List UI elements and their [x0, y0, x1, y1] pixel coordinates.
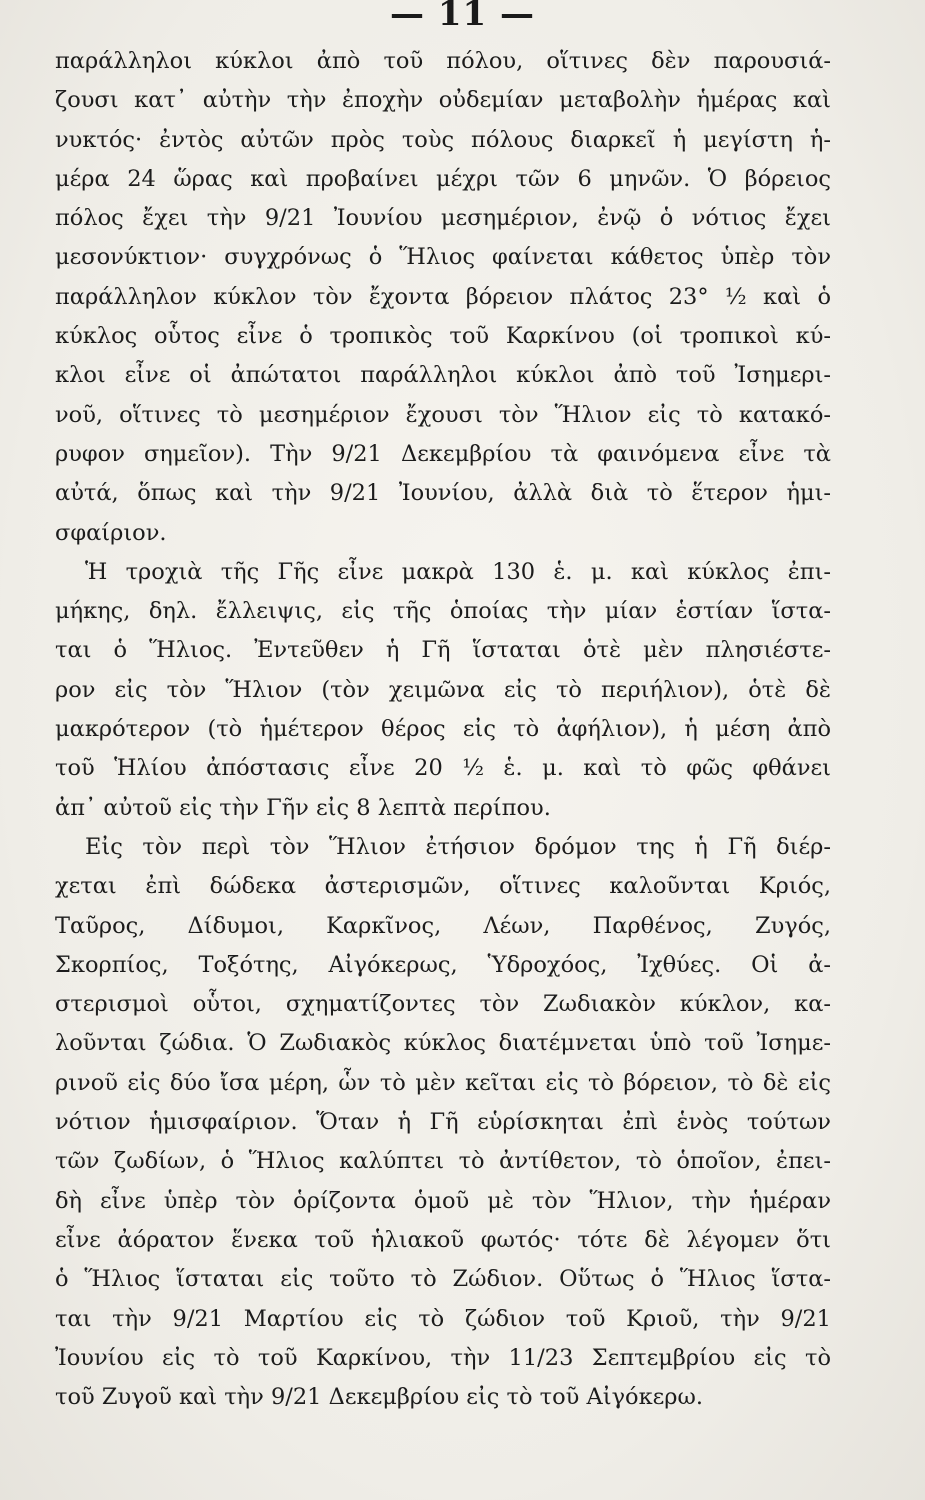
text-line: τοῦ Ζυγοῦ καὶ τὴν 9/21 Δεκεμβρίου εἰς τὸ τοῦ Αἰγόκερω.	[55, 1384, 704, 1411]
text-line: στερισμοὶ οὗτοι, σχηματίζοντες τὸν Ζωδιακὸν κύκλον, κα-	[55, 991, 831, 1018]
text-line: μακρότερον (τὸ ἡμέτερον θέρος εἰς τὸ ἀφήλιον), ἡ μέση ἀπὸ	[55, 716, 831, 743]
text-line: ται τὴν 9/21 Μαρτίου εἰς τὸ ζώδιον τοῦ Κριοῦ, τὴν 9/21	[55, 1305, 831, 1332]
text-line: ὁ Ἥλιος ἵσταται εἰς τοῦτο τὸ Ζώδιον. Οὕτως ὁ Ἥλιος ἵστα-	[55, 1266, 831, 1293]
text-line: παράλληλον κύκλον τὸν ἔχοντα βόρειον πλάτος 23° ½ καὶ ὁ	[55, 283, 831, 310]
text-line: πόλος ἔχει τὴν 9/21 Ἰουνίου μεσημέριον, ἐνῷ ὁ νότιος ἔχει	[55, 205, 831, 232]
text-line: ἀπ᾽ αὐτοῦ εἰς τὴν Γῆν εἰς 8 λεπτὰ περίπου.	[55, 794, 551, 821]
text-line: κλοι εἶνε οἱ ἀπώτατοι παράλληλοι κύκλοι ἀπὸ τοῦ Ἰσημερι-	[55, 362, 831, 389]
text-line: αὐτά, ὅπως καὶ τὴν 9/21 Ἰουνίου, ἀλλὰ διὰ τὸ ἕτερον ἡμι-	[55, 480, 831, 507]
text-line: Ἰουνίου εἰς τὸ τοῦ Καρκίνου, τὴν 11/23 Σεπτεμβρίου εἰς τὸ	[55, 1344, 831, 1371]
text-line: Σκορπίος, Τοξότης, Αἰγόκερως, Ὑδροχόος, Ἰχθύες. Οἱ ἀ-	[55, 951, 831, 978]
text-line: μήκης, δηλ. ἔλλειψις, εἰς τῆς ὁποίας τὴν μίαν ἑστίαν ἵστα-	[55, 598, 831, 625]
text-line: εἶνε ἀόρατον ἕνεκα τοῦ ἡλιακοῦ φωτός· τότε δὲ λέγομεν ὅτι	[55, 1226, 831, 1253]
text-line: δὴ εἶνε ὑπὲρ τὸν ὁρίζοντα ὁμοῦ μὲ τὸν Ἥλιον, τὴν ἡμέραν	[55, 1187, 831, 1214]
page-number: — 11 —	[390, 0, 535, 34]
paragraph-start-line: Ἡ τροχιὰ τῆς Γῆς εἶνε μακρὰ 130 ἑ. μ. καὶ κύκλος ἐπι-	[85, 558, 831, 585]
text-line: χεται ἐπὶ δώδεκα ἀστερισμῶν, οἵτινες καλοῦνται Κριός,	[55, 873, 831, 900]
text-line: νοῦ, οἵτινες τὸ μεσημέριον ἔχουσι τὸν Ἥλιον εἰς τὸ κατακό-	[55, 401, 831, 428]
text-line: νότιον ἡμισφαίριον. Ὅταν ἡ Γῆ εὑρίσκηται ἐπὶ ἑνὸς τούτων	[55, 1109, 831, 1136]
text-line: λοῦνται ζώδια. Ὁ Ζωδιακὸς κύκλος διατέμνεται ὑπὸ τοῦ Ἰσημε-	[55, 1030, 831, 1057]
text-line: τῶν ζωδίων, ὁ Ἥλιος καλύπτει τὸ ἀντίθετον, τὸ ὁποῖον, ἐπει-	[55, 1148, 831, 1175]
text-line: κύκλος οὗτος εἶνε ὁ τροπικὸς τοῦ Καρκίνου (οἱ τροπικοὶ κύ-	[55, 323, 831, 350]
text-line: ρινοῦ εἰς δύο ἴσα μέρη, ὧν τὸ μὲν κεῖται εἰς τὸ βόρειον, τὸ δὲ εἰς	[55, 1069, 831, 1096]
text-line: ται ὁ Ἥλιος. Ἐντεῦθεν ἡ Γῆ ἵσταται ὁτὲ μὲν πλησιέστε-	[55, 637, 831, 664]
page-text-body	[55, 42, 831, 1417]
text-line: ρον εἰς τὸν Ἥλιον (τὸν χειμῶνα εἰς τὸ περιήλιον), ὁτὲ δὲ	[55, 676, 831, 703]
text-line: μέρα 24 ὥρας καὶ προβαίνει μέχρι τῶν 6 μηνῶν. Ὁ βόρειος	[55, 165, 831, 192]
text-line: ζουσι κατ᾽ αὐτὴν τὴν ἐποχὴν οὐδεμίαν μεταβολὴν ἡμέρας καὶ	[55, 87, 831, 114]
paragraph-start-line: Εἰς τὸν περὶ τὸν Ἥλιον ἐτήσιον δρόμον της ἡ Γῆ διέρ-	[85, 833, 831, 860]
text-line: ρυφον σημεῖον). Τὴν 9/21 Δεκεμβρίου τὰ φαινόμενα εἶνε τὰ	[55, 440, 831, 467]
text-line: σφαίριον.	[55, 519, 167, 546]
text-line: τοῦ Ἡλίου ἀπόστασις εἶνε 20 ½ ἑ. μ. καὶ τὸ φῶς φθάνει	[55, 755, 831, 782]
text-line: μεσονύκτιον· συγχρόνως ὁ Ἥλιος φαίνεται κάθετος ὑπὲρ τὸν	[55, 244, 831, 271]
text-line: νυκτός· ἐντὸς αὐτῶν πρὸς τοὺς πόλους διαρκεῖ ἡ μεγίστη ἡ-	[55, 126, 831, 153]
text-line: Ταῦρος, Δίδυμοι, Καρκῖνος, Λέων, Παρθένος, Ζυγός,	[55, 912, 831, 939]
text-line: παράλληλοι κύκλοι ἀπὸ τοῦ πόλου, οἵτινες δὲν παρουσιά-	[55, 48, 831, 74]
